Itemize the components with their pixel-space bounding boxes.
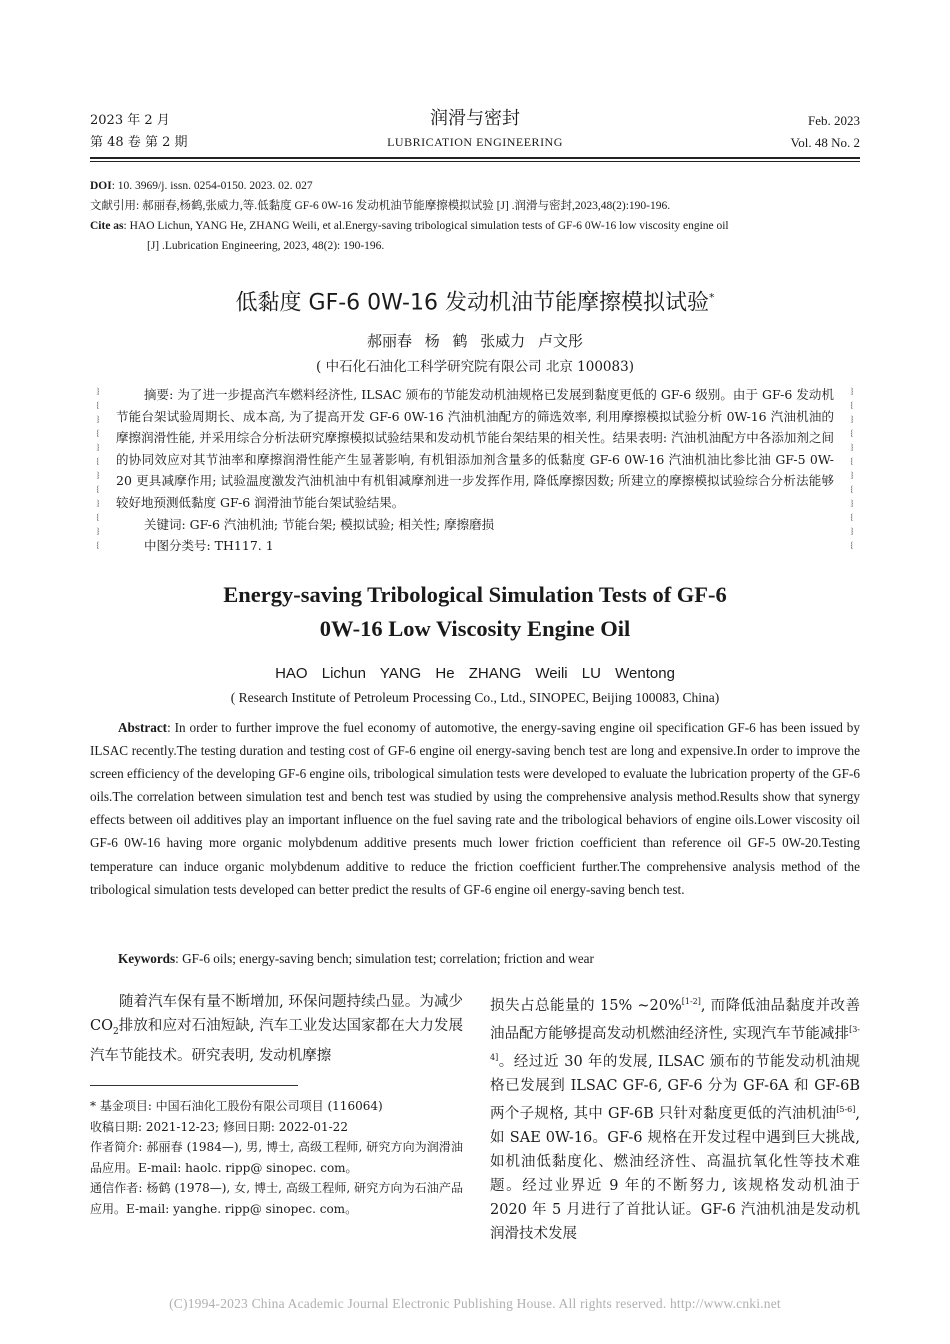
running-header	[90, 110, 860, 156]
abstract-en	[90, 716, 860, 901]
title-cn-footnote-mark: *	[708, 291, 715, 304]
cite-en-line	[90, 216, 860, 236]
doi-text[interactable]: : 10. 3969/j. issn. 0254-0150. 2023. 02. 027	[111, 180, 313, 192]
abstract-en-text: : In order to further improve the fuel economy of automotive, the energy-saving engine oil specification GF-6 has been issued by ILSAC recently.The testing duration and testing cost of GF-6 engine oil energy-saving bench test are long and expensive.In order to improve the screen efficiency of the developing GF-6 engine oils, tribological simulation tests were developed to evaluate the lubrication property of the GF-6 oils.The correlation between simulation test and bench test was studied by using the comprehensive analysis method.Results show that synergy effects between oil additives play an important influence on the fuel saving rate and the tribological behaviors of engine oils.Lower viscosity oil GF-6 0W-16 having more organic molybdenum additive presents much lower friction coefficient than reference oil GF-5 0W-20.Testing temperature can induce organic molybdenum additive to reduce the friction coefficient further.The comprehensive analysis method of the tribological simulation tests developed can better predict the results of GF-6 engine oil energy-saving bench test.	[90, 720, 860, 897]
header-volume-cn: 第 48 卷 第 2 期	[90, 135, 188, 150]
body-left-text-b: 排放和应对石油短缺, 汽车工业发达国家都在大力发展汽车节能技术。研究表明, 发动机摩擦	[90, 1018, 463, 1064]
header-right	[791, 110, 860, 154]
ref-3-4[interactable]: [3-4]	[490, 1024, 860, 1062]
citation-block	[90, 176, 860, 256]
cite-cn-label: 文献引用	[90, 200, 136, 212]
doi-line	[90, 176, 860, 196]
ref-1-2[interactable]: [1-2]	[681, 997, 701, 1006]
abstract-cn-text: 摘要: 为了进一步提高汽车燃料经济性, ILSAC 颁布的节能发动机油规格已发展到黏度更低的 GF-6 级别。由于 GF-6 发动机节能台架试验周期长、成本高, 为了提高开发 GF-6 0W-16 汽油机油配方的筛选效率, 利用摩擦模拟试验分析 0W-16 汽油机油的摩擦润滑性能, 并采用综合分析法研究摩擦模拟试验结果和发动机节能台架结果的相关性。结果表明: 汽油机油配方中各添加剂之间的协同效应对其节油率和摩擦润滑性能产生显著影响, 有机钼添加剂含量多的低黏度 GF-6 0W-16 汽油机油比参比油 GF-5 0W-20 更具减摩作用; 试验温度激发汽油机油中有机钼减摩剂进一步发挥作用, 降低摩擦因数; 所建立的摩擦模拟试验综合分析法能够较好地预测低黏度 GF-6 润滑油节能台架试验结果。	[116, 387, 834, 510]
abstract-cn	[116, 384, 834, 557]
header-date-en: Feb. 2023	[808, 113, 860, 128]
body-right-s4: , 如 SAE 0W-16。GF-6 规格在开发过程中遇到巨大挑战, 如机油低黏度化、燃油经济性、高温抗氧化性等技术难题。经过业界近 9 年的不断努力, 该规格发动机油于 2020 年 5 月进行了首批认证。GF-6 汽油机油是发动机润滑技术发展	[490, 1105, 860, 1243]
journal-name-cn: 润滑与密封	[430, 108, 520, 129]
cite-en-label: Cite as	[90, 220, 124, 232]
cite-en-text: : HAO Lichun, YANG He, ZHANG Weili, et al.Energy-saving tribological simulation tests of GF-6 0W-16 low viscosity engine oil	[123, 220, 729, 232]
classification-cn: 中图分类号: TH117. 1	[144, 538, 274, 554]
abstract-cn-box	[92, 384, 858, 554]
doi-label: DOI	[90, 180, 112, 192]
body-right-s1: 损失占总能量的 15% ~20%	[490, 997, 682, 1014]
copyright-watermark: (C)1994-2023 China Academic Journal Electronic Publishing House. All rights reserved. http://www.cnki.net	[169, 1296, 781, 1311]
header-volume-en: Vol. 48 No. 2	[790, 135, 860, 150]
cite-cn-text: : 郝丽春,杨鹤,张威力,等.低黏度 GF-6 0W-16 发动机油节能摩擦模拟试验 [J] .润滑与密封,2023,48(2):190-196.	[136, 200, 671, 212]
footnote-fund: * 基金项目: 中国石油化工股份有限公司项目 (116064)	[90, 1099, 383, 1113]
footnotes	[90, 1096, 463, 1220]
title-cn	[90, 283, 860, 318]
cite-en-line-2: [J] .Lubrication Engineering, 2023, 48(2): 190-196.	[147, 240, 385, 252]
title-en-line-2: 0W-16 Low Viscosity Engine Oil	[319, 616, 631, 641]
footnote-corresponding: 通信作者: 杨鹤 (1978—), 女, 博士, 高级工程师, 研究方向为石油产品应用。E-mail: yanghe. ripp@ sinopec. com。	[90, 1181, 463, 1216]
keywords-en-label: Keywords	[118, 951, 176, 966]
border-ornament-right: ﹜ ﹛ ﹜ ﹛ ﹜ ﹛ ﹜ ﹛ ﹜ ﹛ ﹜ ﹛	[846, 384, 858, 551]
title-en-line-1: Energy-saving Tribological Simulation Tests of GF-6	[223, 582, 727, 607]
authors-en: HAO Lichun YANG He ZHANG Weili LU Wentong	[275, 665, 675, 682]
title-cn-text: 低黏度 GF-6 0W-16 发动机油节能摩擦模拟试验	[235, 290, 709, 316]
header-journal	[90, 106, 860, 152]
keywords-cn: 关键词: GF-6 汽油机油; 节能台架; 模拟试验; 相关性; 摩擦磨损	[144, 516, 495, 532]
journal-name-en: LUBRICATION ENGINEERING	[387, 135, 563, 149]
body-right-column	[490, 990, 860, 1246]
keywords-en	[118, 947, 860, 970]
footnote-divider	[90, 1085, 298, 1086]
footnote-author: 作者简介: 郝丽春 (1984—), 男, 博士, 高级工程师, 研究方向为润滑油品应用。E-mail: haolc. ripp@ sinopec. com。	[90, 1140, 463, 1175]
body-right-s2: , 而降低油品黏度并改善油品配方能够提高发动机燃油经济性, 实现汽车节能减排	[490, 997, 861, 1042]
keywords-en-text: : GF-6 oils; energy-saving bench; simulation test; correlation; friction and wear	[175, 951, 594, 966]
affiliation-cn: ( 中石化石油化工科学研究院有限公司 北京 100083)	[316, 359, 634, 375]
header-rule-thick	[90, 157, 860, 159]
authors-cn: 郝丽春 杨 鹤 张威力 卢文彤	[366, 332, 584, 350]
footnote-dates: 收稿日期: 2021-12-23; 修回日期: 2022-01-22	[90, 1119, 348, 1134]
body-left-column	[90, 990, 463, 1068]
header-date-cn: 2023 年 2 月	[90, 113, 170, 128]
border-ornament-left: ﹜ ﹛ ﹜ ﹛ ﹜ ﹛ ﹜ ﹛ ﹜ ﹛ ﹜ ﹛	[92, 384, 104, 551]
cite-cn-line	[90, 196, 860, 216]
co2-subscript: 2	[112, 1026, 119, 1037]
header-rule-thin	[90, 161, 860, 162]
affiliation-en: ( Research Institute of Petroleum Processing Co., Ltd., SINOPEC, Beijing 100083, China)	[230, 690, 720, 705]
title-en	[90, 578, 860, 646]
body-left-text-a: 随着汽车保有量不断增加, 环保问题持续凸显。为减少 CO	[90, 994, 463, 1034]
abstract-en-label: Abstract	[118, 720, 168, 735]
ref-5-6[interactable]: [5-6]	[836, 1104, 856, 1114]
body-right-s3: 。经过近 30 年的发展, ILSAC 颁布的节能发动机油规格已发展到 ILSAC GF-6, GF-6 分为 GF-6A 和 GF-6B 两个子规格, 其中 GF-6B 只针对黏度更低的汽油机油	[490, 1053, 860, 1122]
